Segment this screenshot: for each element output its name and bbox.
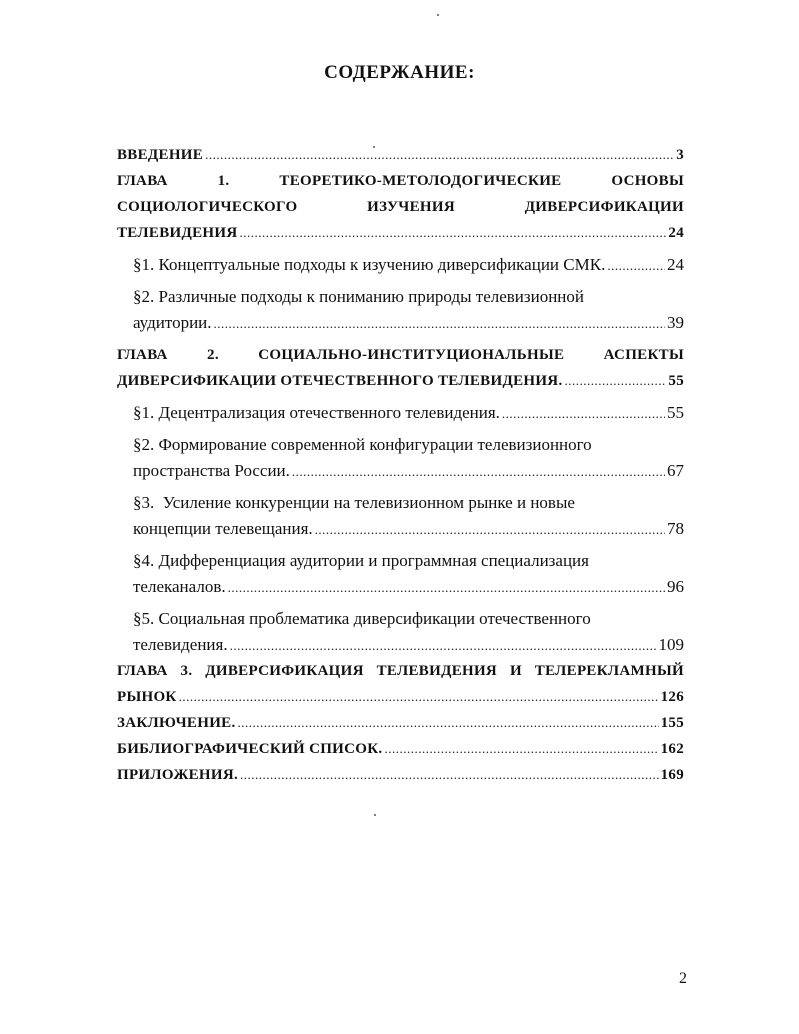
dot-leader <box>205 142 674 168</box>
toc-entry-text: телеканалов. <box>133 577 226 596</box>
toc-word: ГЛАВА <box>117 347 168 363</box>
toc-entry-text: §5. Социальная проблематика диверсификации отечественного <box>133 609 591 628</box>
toc-word: ГЛАВА <box>117 663 168 679</box>
toc-entry-appendix[interactable] <box>117 762 684 788</box>
toc-entry-text: §1. Концептуальные подходы к изучению диверсификации СМК. <box>133 255 606 274</box>
toc-entry-text: §2. Различные подходы к пониманию природы телевизионной <box>133 287 584 306</box>
toc-chapter-2-line-1[interactable] <box>117 342 684 368</box>
toc-chapter-1-line-1[interactable] <box>117 168 684 194</box>
toc-chapter-2-line-2[interactable] <box>117 368 684 394</box>
toc-chapter-3-line-1[interactable] <box>117 658 684 684</box>
toc-entry-text: ДИВЕРСИФИКАЦИИ ОТЕЧЕСТВЕННОГО ТЕЛЕВИДЕНИЯ. <box>117 373 563 389</box>
toc-page-number: 24 <box>667 255 684 274</box>
toc-entry-text: РЫНОК <box>117 689 177 705</box>
toc-word: 3. <box>180 663 193 679</box>
toc-word: СОЦИОЛОГИЧЕСКОГО <box>117 199 298 215</box>
toc-chapter-1-line-3[interactable] <box>117 220 684 246</box>
toc-entry-text: §2. Формирование современной конфигурации телевизионного <box>133 435 592 454</box>
toc-word: ТЕОРЕТИКО-МЕТОЛОДОГИЧЕСКИЕ <box>279 173 562 189</box>
toc-entry-text: аудитории. <box>133 313 212 332</box>
toc-page-number: 67 <box>667 461 684 480</box>
toc-entry-text: ВВЕДЕНИЕ <box>117 147 204 163</box>
toc-word: АСПЕКТЫ <box>603 347 684 363</box>
toc-section-2-3-line-1[interactable] <box>117 490 684 516</box>
scan-speck <box>374 814 376 816</box>
toc-page-number: 169 <box>660 767 684 783</box>
toc-word: ГЛАВА <box>117 173 168 189</box>
toc-entry-text: концепции телевещания. <box>133 519 313 538</box>
toc-section-2-3-line-2[interactable] <box>117 516 684 542</box>
toc-word: ДИВЕРСИФИКАЦИЯ <box>205 663 364 679</box>
dot-leader <box>565 368 667 394</box>
dot-leader <box>240 762 659 788</box>
toc-entry-text: телевидения. <box>133 635 228 654</box>
toc-entry-text: ТЕЛЕВИДЕНИЯ <box>117 225 238 241</box>
dot-leader <box>502 401 665 426</box>
toc-entry-text: §3. Усиление конкуренции на телевизионном рынке и новые <box>133 493 575 512</box>
toc-page-number: 3 <box>676 147 684 163</box>
toc-page-number: 24 <box>668 225 684 241</box>
toc-page-number: 55 <box>667 403 684 422</box>
toc-word: 2. <box>207 347 219 363</box>
dot-leader <box>384 736 658 762</box>
dot-leader <box>238 710 659 736</box>
toc-page-number: 155 <box>660 715 684 731</box>
toc-section-2-5-line-1[interactable] <box>117 606 684 632</box>
toc-chapter-1-line-2[interactable] <box>117 194 684 220</box>
toc-section-2-2-line-2[interactable] <box>117 458 684 484</box>
toc-word: И <box>509 663 522 679</box>
toc-entry-text: §1. Децентрализация отечественного телевидения. <box>133 403 500 422</box>
toc-word: ИЗУЧЕНИЯ <box>367 199 455 215</box>
toc-word: ТЕЛЕРЕКЛАМНЫЙ <box>534 663 684 679</box>
toc-section-2-4-line-1[interactable] <box>117 548 684 574</box>
toc-section-1-2-line-2[interactable] <box>117 310 684 336</box>
dot-leader <box>607 253 665 278</box>
dot-leader <box>179 684 659 710</box>
dot-leader <box>228 575 665 600</box>
toc-entry-text: БИБЛИОГРАФИЧЕСКИЙ СПИСОК. <box>117 741 383 757</box>
toc-entry-text: ЗАКЛЮЧЕНИЕ. <box>117 715 236 731</box>
toc-page-number: 96 <box>667 577 684 596</box>
toc-entry-bibliography[interactable] <box>117 736 684 762</box>
toc-word: ОСНОВЫ <box>611 173 684 189</box>
table-of-contents <box>117 142 684 788</box>
toc-word: 1. <box>217 173 230 189</box>
toc-page-number: 55 <box>668 373 684 389</box>
toc-section-2-1[interactable] <box>117 400 684 426</box>
toc-page-number: 162 <box>660 741 684 757</box>
toc-page-number: 78 <box>667 519 684 538</box>
toc-section-2-2-line-1[interactable] <box>117 432 684 458</box>
toc-section-1-2-line-1[interactable] <box>117 284 684 310</box>
dot-leader <box>230 633 657 658</box>
toc-section-1-1[interactable] <box>117 252 684 278</box>
toc-page-number: 109 <box>658 635 684 654</box>
toc-chapter-3-line-2[interactable] <box>117 684 684 710</box>
dot-leader <box>315 517 665 542</box>
toc-word: ТЕЛЕВИДЕНИЯ <box>376 663 498 679</box>
page-number: 2 <box>679 970 687 987</box>
toc-entry-conclusion[interactable] <box>117 710 684 736</box>
toc-word: ДИВЕРСИФИКАЦИИ <box>524 199 684 215</box>
dot-leader <box>239 220 666 246</box>
toc-entry-text: ПРИЛОЖЕНИЯ. <box>117 767 239 783</box>
scan-speck <box>437 14 439 16</box>
toc-section-2-4-line-2[interactable] <box>117 574 684 600</box>
toc-entry-intro[interactable] <box>117 142 684 168</box>
page-title: СОДЕРЖАНИЕ: <box>324 62 475 83</box>
toc-page-number: 39 <box>667 313 684 332</box>
toc-entry-text: пространства России. <box>133 461 290 480</box>
dot-leader <box>214 311 665 336</box>
toc-entry-text: §4. Дифференциация аудитории и программная специализация <box>133 551 589 570</box>
dot-leader <box>292 459 665 484</box>
toc-page-number: 126 <box>660 689 684 705</box>
toc-word: СОЦИАЛЬНО-ИНСТИТУЦИОНАЛЬНЫЕ <box>258 347 565 363</box>
toc-section-2-5-line-2[interactable] <box>117 632 684 658</box>
